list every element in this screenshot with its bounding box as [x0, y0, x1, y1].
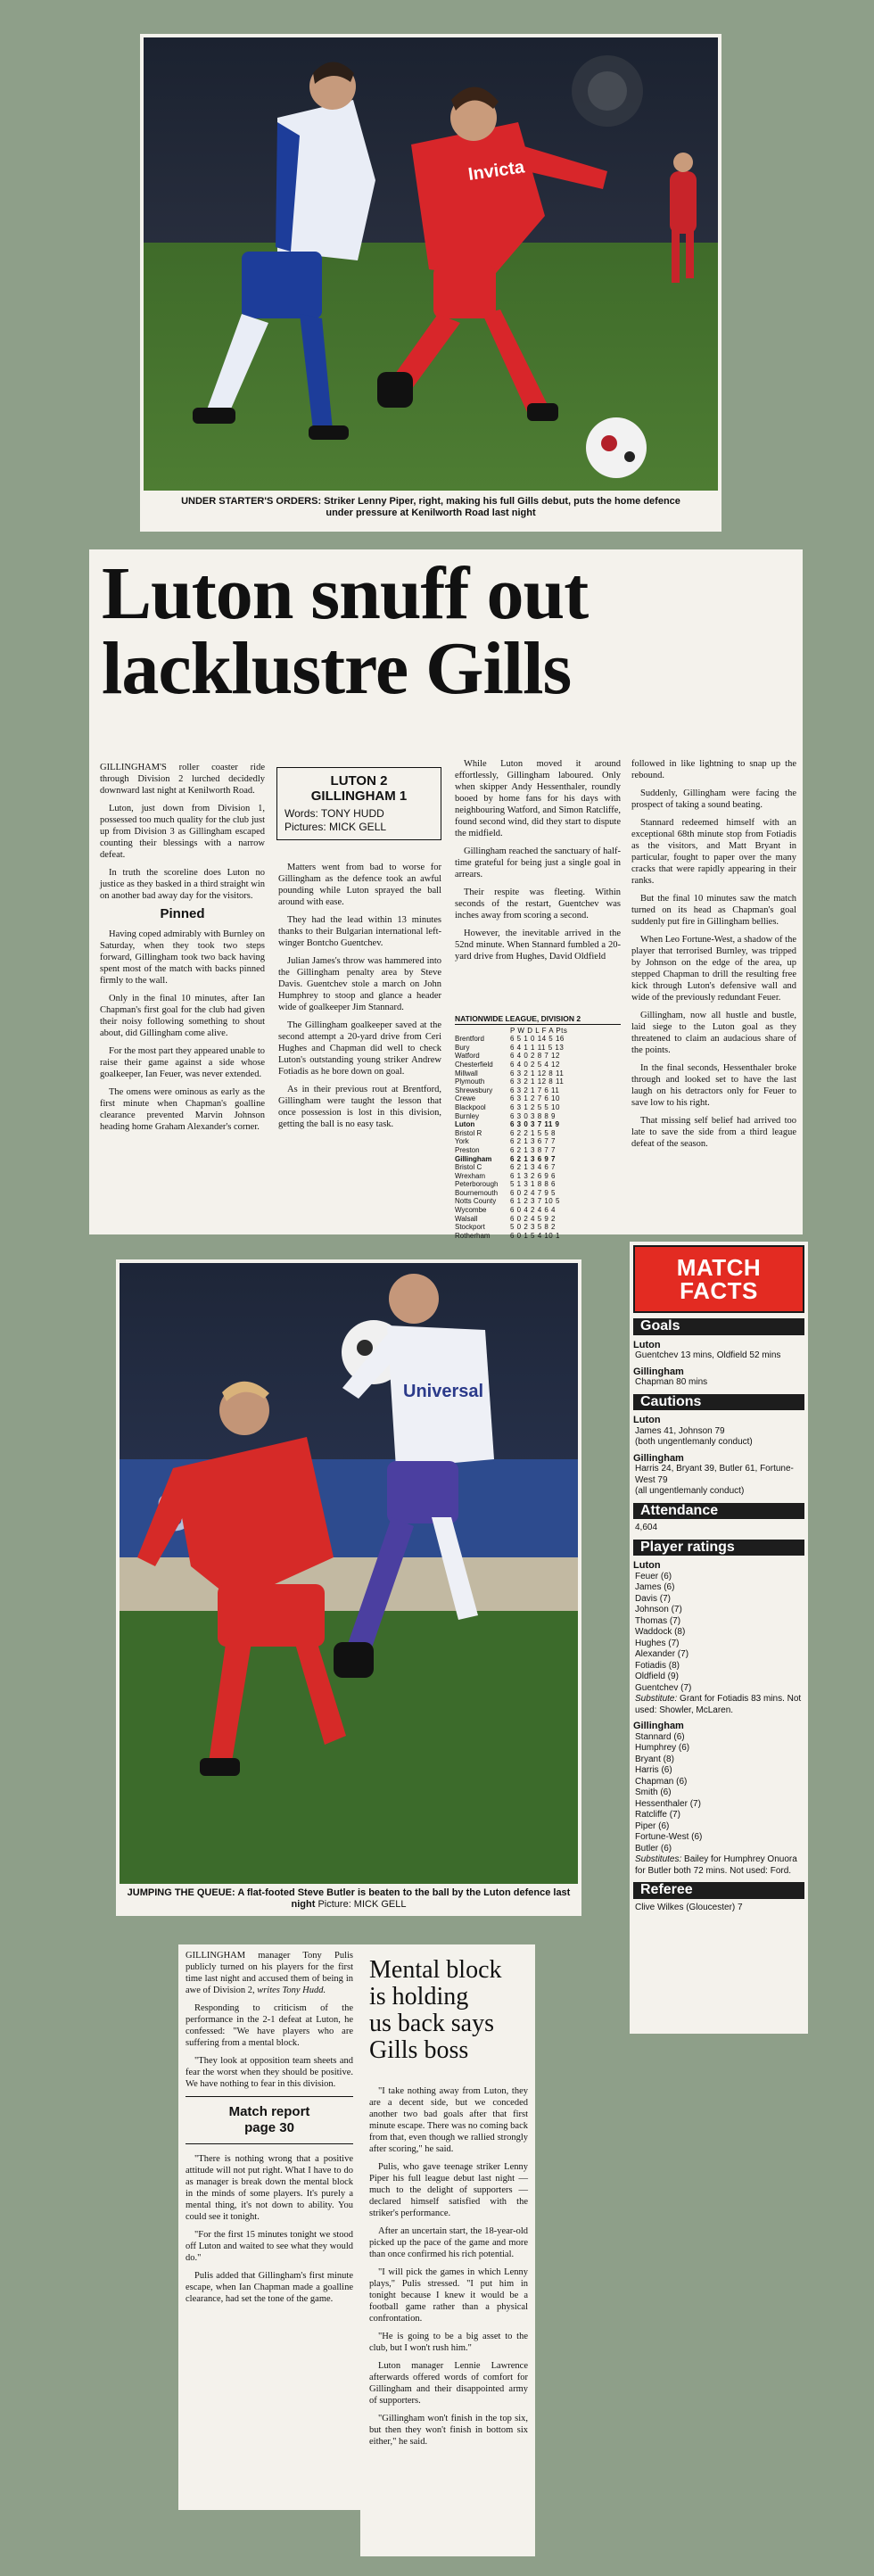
- league-table-team: Crewe: [455, 1094, 476, 1103]
- article-paragraph: Julian James's throw was hammered into the Gillingham penalty area by Steve Davis. Guentchev stole a march on John Humphrey to stoop and glance a header wide of goalkeeper Jim Stannard.: [278, 956, 441, 1012]
- league-table-stats: 6 0 4 2 4 6 4: [510, 1206, 556, 1215]
- gills-subs-text: Bailey for Humphrey Onuora for Butler both 72 mins. Not used: Ford.: [635, 1854, 797, 1876]
- article-paragraph: Having coped admirably with Burnley on Saturday, when they took two steps forward, Gillingham took two back having spent most of the match with backs pinned firmly to the wall.: [100, 929, 265, 986]
- player-rating: Stannard (6): [635, 1731, 685, 1742]
- headline-line1: Luton snuff out: [102, 552, 589, 635]
- photo1-shirt-sponsor: Invicta: [466, 157, 526, 185]
- article-column-1: [100, 762, 265, 1139]
- league-table: [455, 1015, 621, 1240]
- league-table-title: NATIONWIDE LEAGUE, DIVISION 2: [455, 1015, 621, 1025]
- article-paragraph: Only in the final 10 minutes, after Ian Chapman's first goal for the club had given their noisy following something to shout about, did Gillingham come alive.: [100, 994, 265, 1038]
- section-cautions: Cautions: [633, 1394, 804, 1411]
- football: [586, 417, 647, 478]
- player-rating: Thomas (7): [635, 1615, 681, 1626]
- league-table-row: [455, 1197, 621, 1206]
- player-rating: Fortune-West (6): [635, 1832, 703, 1842]
- league-table-row: [455, 1120, 621, 1129]
- luton-ratings-list: [633, 1572, 804, 1695]
- article-paragraph: Gillingham reached the sanctuary of half-time grateful for being just a single goal in arrears.: [455, 846, 621, 879]
- league-table-stats: 6 4 0 2 5 4 12: [510, 1060, 560, 1069]
- score-home: LUTON 2: [330, 773, 388, 788]
- player-rating: Guentchev (7): [635, 1682, 692, 1693]
- league-table-team: Bristol R: [455, 1128, 482, 1137]
- league-table-stats: 6 0 2 4 5 9 2: [510, 1214, 556, 1223]
- ratings-team-luton: Luton: [633, 1560, 661, 1571]
- league-table-stats: 6 0 2 4 7 9 5: [510, 1188, 556, 1197]
- league-table-stats: 6 2 1 3 8 7 7: [510, 1145, 556, 1154]
- league-table-stats: 6 3 1 2 7 6 10: [510, 1094, 560, 1103]
- photo2-caption: [125, 1887, 573, 1911]
- cautions-text: James 41, Johnson 79: [635, 1425, 725, 1436]
- pictures-credit: Pictures: MICK GELL: [284, 821, 387, 833]
- player-rating: Smith (6): [635, 1788, 672, 1797]
- article-paragraph: Their respite was fleeting. Within seconds of the restart, Guentchev was inches away from scoring a second.: [455, 888, 621, 921]
- league-table-team: Bournemouth: [455, 1188, 499, 1197]
- league-table-stats: 6 5 1 0 14 5 16: [510, 1035, 565, 1044]
- league-table-row: [455, 1155, 621, 1164]
- luton-subs-label: Substitute:: [635, 1694, 678, 1704]
- league-table-row: [455, 1086, 621, 1095]
- photo2-shirt-text: Universal: [403, 1382, 484, 1401]
- league-table-team: York: [455, 1137, 469, 1146]
- league-table-team: Wrexham: [455, 1171, 486, 1180]
- ratings-team-gillingham: Gillingham: [633, 1721, 684, 1731]
- banner-line1: MATCH: [676, 1254, 762, 1281]
- article-paragraph: After an uncertain start, the 18-year-old picked up the pace of the game and more than once confirmed his rich potential.: [369, 2226, 528, 2259]
- league-table-row: [455, 1112, 621, 1121]
- section-player-ratings: Player ratings: [633, 1540, 804, 1556]
- league-table-team: Chesterfield: [455, 1060, 493, 1069]
- article-paragraph: [186, 1950, 353, 1996]
- article-paragraph: When Leo Fortune-West, a shadow of the player that terrorised Burnley, was tripped by Johnson on the edge of the area, up stepped Chapman to drill the resulting free kick through Luton's defensive wall and wide of the previously redundant Feuer.: [631, 935, 796, 1003]
- league-table-row: [455, 1077, 621, 1086]
- league-table-row: [455, 1206, 621, 1215]
- match-facts: [630, 1242, 808, 2034]
- league-table-header: [455, 1027, 621, 1036]
- goals-team: Luton: [633, 1339, 661, 1350]
- match-facts-banner: [633, 1245, 804, 1313]
- league-table-stats: 6 2 1 3 6 7 7: [510, 1137, 556, 1146]
- league-table-stats: 6 2 1 3 4 6 7: [510, 1163, 556, 1172]
- article-paragraph: However, the inevitable arrived in the 52nd minute. When Stannard fumbled a 20-yard drive from Hughes, David Oldfield: [455, 929, 621, 962]
- cautions-note: (both ungentlemanly conduct): [635, 1437, 753, 1447]
- banner-line2: FACTS: [680, 1277, 758, 1304]
- article-paragraph: Pulis added that Gillingham's first minute escape, when Ian Chapman made a goalline clearance, had set the tone of the game.: [186, 2271, 353, 2304]
- player-rating: Piper (6): [635, 1821, 670, 1831]
- article-paragraph: As in their previous rout at Brentford, Gillingham were taught the lesson that once possession is lost in this division, getting the ball is no easy task.: [278, 1085, 441, 1129]
- article-paragraph: Luton manager Lennie Lawrence afterwards offered words of comfort for Gillingham and their disappointed army of supporters.: [369, 2361, 528, 2406]
- league-table-team: Burnley: [455, 1111, 480, 1120]
- gills-substitutes: [633, 1854, 804, 1877]
- article-paragraph: Responding to criticism of the performance in the 2-1 defeat at Luton, he confessed: "We have players who are suffering from a mental block.: [186, 2003, 353, 2048]
- league-table-stats: 6 4 0 2 8 7 12: [510, 1052, 560, 1061]
- league-table-team: Preston: [455, 1145, 480, 1154]
- league-table-row: [455, 1180, 621, 1189]
- article-column-3: [455, 758, 621, 969]
- league-table-team: Wycombe: [455, 1206, 487, 1215]
- league-table-row: [455, 1069, 621, 1078]
- gills-subs-label: Substitutes:: [635, 1854, 682, 1864]
- player-rating: Butler (6): [635, 1843, 672, 1854]
- league-table-stats: 6 3 2 1 12 8 11: [510, 1069, 565, 1077]
- article-paragraph: followed in like lightning to snap up the rebound.: [631, 759, 796, 780]
- photo1-caption-text: Striker Lenny Piper, right, making his full Gills debut, puts the home defence under pressure at Kenilworth Road last night: [324, 496, 680, 518]
- photo2-caption-lead: JUMPING THE QUEUE:: [127, 1887, 235, 1898]
- section-attendance: Attendance: [633, 1503, 804, 1520]
- article-paragraph: The Gillingham goalkeeper saved at the second attempt a 20-yard drive from Ceri Hughes and Chapman did well to check Luton's outstanding young striker Andrew Fotiadis as he bore down on goal.: [278, 1020, 441, 1077]
- league-table-team: Luton: [455, 1120, 475, 1129]
- player-rating: Feuer (6): [635, 1571, 672, 1581]
- article-paragraph: While Luton moved it around effortlessly, Gillingham laboured. Only when skipper Andy Hessenthaler, roundly booed by home fans for his days with neighbouring Watford, and Simon Ratcliffe, found second wind, did they start to dispute the midfield.: [455, 759, 621, 838]
- luton-substitutes: [633, 1694, 804, 1716]
- match-report-page: page 30: [244, 2120, 294, 2135]
- league-table-team: Millwall: [455, 1069, 478, 1077]
- article-paragraph: In truth the scoreline does Luton no justice as they basked in a third straight win on another bad away day for the visitors.: [100, 868, 265, 901]
- section-goals: Goals: [633, 1318, 804, 1335]
- article-paragraph: But the final 10 minutes saw the match turned on its head as Chapman's goal suddenly put fire in Gillingham bellies.: [631, 894, 796, 927]
- article-paragraph: "He is going to be a big asset to the club, but I won't rush him.": [369, 2332, 528, 2353]
- player-rating: Ratcliffe (7): [635, 1810, 680, 1820]
- league-table-team: Peterborough: [455, 1180, 499, 1189]
- player-rating: Alexander (7): [635, 1649, 689, 1659]
- league-table-stats: 6 4 1 1 11 5 13: [510, 1043, 565, 1052]
- article-paragraph: Matters went from bad to worse for Gillingham as the defence took an awful pounding while Luton sprayed the ball around with ease.: [278, 863, 441, 907]
- article-column-4: [631, 758, 796, 1156]
- league-table-stats: 6 0 1 5 4 10 1: [510, 1231, 560, 1240]
- crosshead-pinned: Pinned: [160, 906, 205, 921]
- player-rating: Oldfield (9): [635, 1672, 679, 1681]
- mental-head-line1: Mental block: [369, 1956, 502, 1984]
- league-table-row: [455, 1172, 621, 1181]
- article-paragraph: "I will pick the games in which Lenny plays," Pulis stressed. "I put him in tonight because I knew it would be a football game rather than a physical confrontation.: [369, 2267, 528, 2324]
- goals-team: Gillingham: [633, 1366, 684, 1377]
- league-table-team: Bristol C: [455, 1163, 482, 1172]
- article-paragraph: That missing self belief had arrived too late to save the side from a third league defeat of the season.: [631, 1116, 796, 1149]
- player-rating: Chapman (6): [635, 1776, 688, 1787]
- player-rating: Humphrey (6): [635, 1743, 690, 1753]
- league-table-stats: 6 3 1 2 5 5 10: [510, 1102, 560, 1111]
- article-paragraph: Suddenly, Gillingham were facing the prospect of taking a sound beating.: [631, 788, 796, 810]
- attendance-value: 4,604: [635, 1523, 658, 1532]
- photo2-caption-text: A flat-footed Steve Butler is beaten to the ball by the Luton defence last night: [237, 1887, 571, 1910]
- article-paragraph: "They look at opposition team sheets and fear the worst when they should be positive. We have nothing to fear in this division.: [186, 2056, 353, 2089]
- league-table-stats: 6 1 2 3 7 10 5: [510, 1197, 560, 1206]
- cautions-team: Gillingham: [633, 1452, 684, 1464]
- player-rating: Johnson (7): [635, 1605, 682, 1614]
- headline-line2: lacklustre Gills: [102, 627, 572, 710]
- league-table-stats: 6 2 1 3 6 9 7: [510, 1154, 556, 1163]
- league-table-stats: 6 2 2 1 5 5 8: [510, 1128, 556, 1137]
- article-column-2: [278, 862, 441, 1136]
- league-table-row: [455, 1044, 621, 1053]
- league-table-team: Watford: [455, 1052, 480, 1061]
- league-table-team: Plymouth: [455, 1077, 485, 1086]
- league-table-team: Brentford: [455, 1035, 484, 1044]
- cautions-text: Harris 24, Bryant 39, Butler 61, Fortune-West 79: [635, 1464, 794, 1485]
- player-rating: Hughes (7): [635, 1638, 680, 1648]
- scorebox: [276, 767, 441, 840]
- mental-intro: GILLINGHAM manager Tony Pulis publicly turned on his players for the first time last night and accused them of being in awe of Division 2,: [186, 1951, 353, 1995]
- article-paragraph: GILLINGHAM'S roller coaster ride through Division 2 lurched decidedly downward last night at Kenilworth Road.: [100, 763, 265, 796]
- article-paragraph: "Gillingham won't finish in the top six, but then they won't finish in bottom six either," he said.: [369, 2414, 528, 2447]
- league-table-stats: 6 1 3 2 6 9 6: [510, 1171, 556, 1180]
- league-table-team: Shrewsbury: [455, 1086, 493, 1094]
- league-table-team: Walsall: [455, 1214, 478, 1223]
- player-rating: Fotiadis (8): [635, 1660, 680, 1671]
- photo2-caption-credit: Picture: MICK GELL: [317, 1899, 407, 1910]
- mental-head-line4: Gills boss: [369, 2036, 469, 2064]
- league-table-header-text: P W D L F A Pts: [510, 1026, 568, 1035]
- league-table-row: [455, 1189, 621, 1198]
- article-paragraph: Stannard redeemed himself with an exceptional 68th minute stop from Fotiadis as the visitors, and Matt Bryant in particular, fought to paper over the many cracks that were rapidly appearing in their ranks.: [631, 818, 796, 886]
- player-rating: Hessenthaler (7): [635, 1798, 701, 1809]
- league-table-team: Bury: [455, 1043, 470, 1052]
- article-paragraph: "I take nothing away from Luton, they are a decent side, but we conceded another two bad goals after that first minute escape. There was no coming back from that, even though we rallied strongly after scoring," he said.: [369, 2086, 528, 2154]
- mental-head-line2: is holding: [369, 1983, 469, 2010]
- goals-text: Guentchev 13 mins, Oldfield 52 mins: [635, 1350, 781, 1360]
- league-table-row: [455, 1163, 621, 1172]
- words-credit: Words: TONY HUDD: [284, 807, 384, 820]
- article-paragraph: Gillingham, now all hustle and bustle, laid siege to the Luton goal as they threatened to claim an audacious share of the points.: [631, 1011, 796, 1055]
- league-table-row: [455, 1129, 621, 1138]
- mental-block-article-left: [178, 1944, 360, 2510]
- article-paragraph: Pulis, who gave teenage striker Lenny Piper his full league debut last night — much to the delight of supporters — declared himself satisfied with the striker's performance.: [369, 2162, 528, 2218]
- section-referee: Referee: [633, 1882, 804, 1899]
- article-paragraph: "For the first 15 minutes tonight we stood off Luton and waited to see what they would do.": [186, 2230, 353, 2263]
- league-table-stats: 6 3 2 1 12 8 11: [510, 1077, 565, 1086]
- photo1-card: [140, 34, 721, 532]
- league-table-team: Rotherham: [455, 1231, 491, 1240]
- photo2-illustration: [120, 1263, 578, 1884]
- league-table-team: Notts County: [455, 1197, 497, 1206]
- mental-head-line3: us back says: [369, 2010, 494, 2037]
- league-table-rows: [455, 1035, 621, 1240]
- league-table-row: [455, 1061, 621, 1069]
- player-rating: Bryant (8): [635, 1754, 674, 1764]
- league-table-stats: 6 3 0 3 8 8 9: [510, 1111, 556, 1120]
- main-article: [89, 549, 803, 1240]
- cautions-note: (all ungentlemanly conduct): [635, 1486, 745, 1496]
- cautions-team: Luton: [633, 1415, 661, 1425]
- league-table-stats: 6 3 0 3 7 11 9: [510, 1120, 560, 1129]
- league-table-row: [455, 1215, 621, 1224]
- player-rating: Davis (7): [635, 1593, 672, 1604]
- mental-byline: writes Tony Hudd.: [257, 1986, 326, 1995]
- league-table-row: [455, 1094, 621, 1103]
- league-table-team: Gillingham: [455, 1154, 492, 1163]
- league-table-row: [455, 1103, 621, 1112]
- league-table-row: [455, 1137, 621, 1146]
- goals-text: Chapman 80 mins: [635, 1377, 708, 1387]
- league-table-team: Blackpool: [455, 1102, 486, 1111]
- league-table-row: [455, 1035, 621, 1044]
- article-paragraph: In the final seconds, Hessenthaler broke through and looked set to have the last laugh on his detractors only for Feuer to save low to his right.: [631, 1063, 796, 1108]
- gills-ratings-list: [633, 1732, 804, 1855]
- player-rating: Harris (6): [635, 1765, 672, 1775]
- photo2-card: [116, 1259, 581, 1916]
- league-table-row: [455, 1223, 621, 1232]
- league-table-row: [455, 1146, 621, 1155]
- player-rating: Waddock (8): [635, 1627, 686, 1637]
- match-report-label: Match report: [228, 2104, 310, 2119]
- photo1-caption-lead: UNDER STARTER'S ORDERS:: [181, 496, 322, 507]
- mental-headline: [369, 1957, 530, 2064]
- league-table-stats: 6 3 2 1 7 6 11: [510, 1086, 560, 1094]
- photo2-image: [120, 1263, 578, 1884]
- league-table-team: Stockport: [455, 1223, 485, 1232]
- photo1-image: [144, 37, 718, 491]
- mental-column-1: [186, 1950, 353, 2503]
- league-table-stats: 5 0 2 3 5 8 2: [510, 1223, 556, 1232]
- match-report-pointer[interactable]: [186, 2096, 353, 2144]
- player-rating: James (6): [635, 1582, 675, 1592]
- league-table-stats: 5 1 3 1 8 8 6: [510, 1180, 556, 1189]
- article-paragraph: For the most part they appeared unable to raise their game against a side whose goalkeeper, Ian Feuer, was never extended.: [100, 1046, 265, 1079]
- article-paragraph: "There is nothing wrong that a positive attitude will not put right. What I have to do as manager is break down the mental block in the minds of some players. It's purely a mental thing, it's not down to ability. You could see it tonight.: [186, 2154, 353, 2222]
- article-paragraph: They had the lead within 13 minutes thanks to their Bulgarian international left-winger Bontcho Guentchev.: [278, 915, 441, 948]
- referee-value: Clive Wilkes (Gloucester) 7: [635, 1902, 743, 1912]
- mental-block-article-right: [360, 1944, 535, 2556]
- mental-column-2: [369, 2085, 528, 2454]
- league-table-row: [455, 1052, 621, 1061]
- league-table-row: [455, 1232, 621, 1241]
- photo1-caption: [167, 496, 695, 519]
- article-paragraph: Luton, just down from Division 1, possessed too much quality for the club just up from Division 3 as Gillingham escaped counting their blessings with a narrow defeat.: [100, 804, 265, 860]
- score-away: GILLINGHAM 1: [310, 788, 408, 804]
- luton-subs-text: Grant for Fotiadis 83 mins. Not used: Showler, McLaren.: [635, 1694, 802, 1715]
- article-paragraph: The omens were ominous as early as the first minute when Chapman's goalline clearance prevented Marvin Johnson heading home Graham Alexander's corner.: [100, 1087, 265, 1132]
- photo1-illustration: [144, 37, 718, 491]
